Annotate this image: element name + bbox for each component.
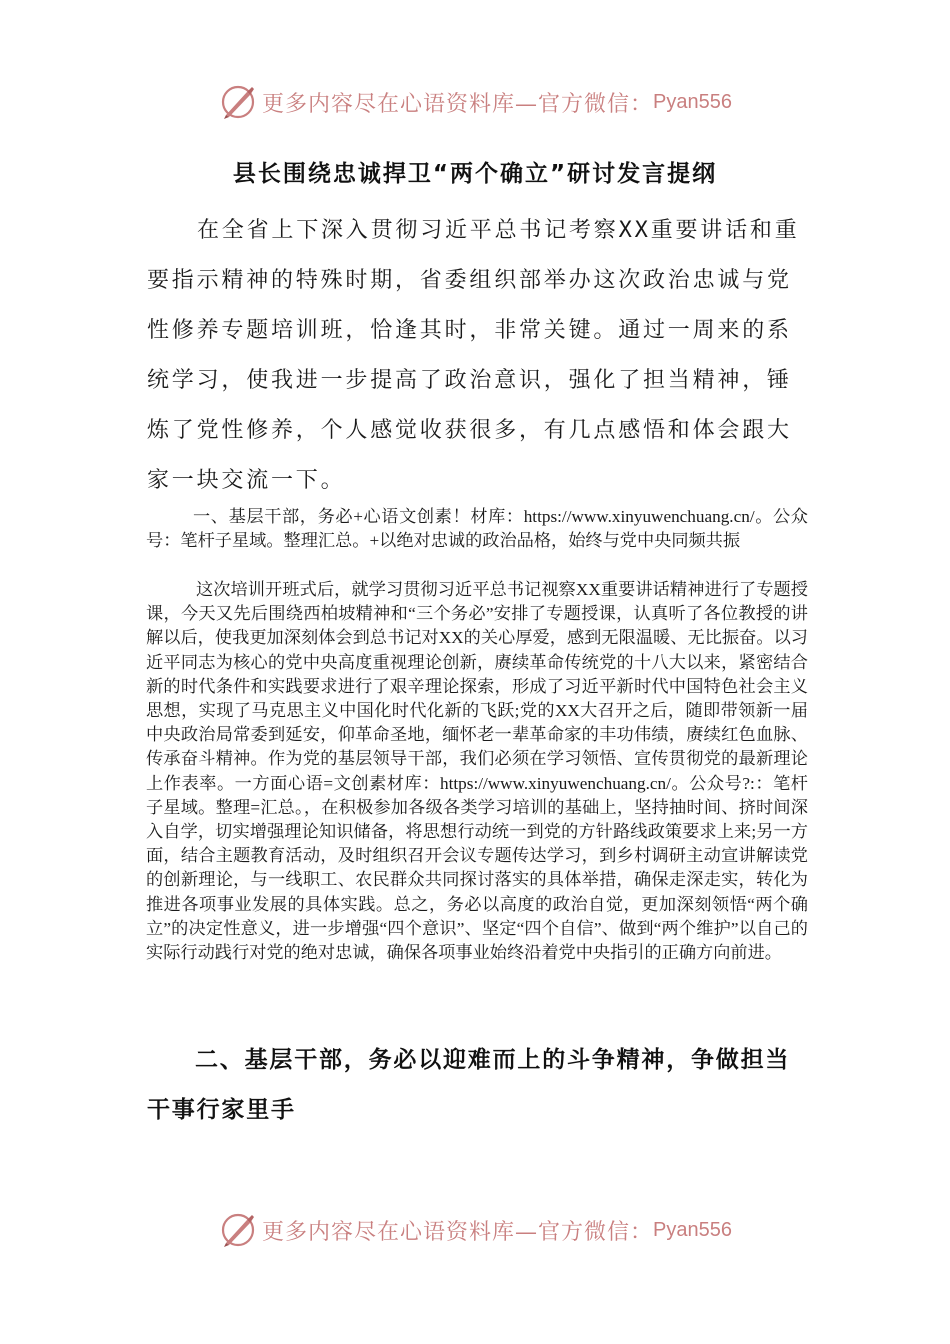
- banner-contact: Pyan556: [653, 1218, 732, 1241]
- banner-text: 更多内容尽在心语资料库—官方微信：: [262, 91, 654, 117]
- section1-heading: 一、基层干部，务必+心语文创素！材库：https://www.xinyuwenchuang.cn/。公众号：笔杆子星域。整理汇总。+以绝对忠诚的政治品格，始终与党中央同频共振: [146, 507, 808, 551]
- banner-contact: Pyan556: [653, 90, 732, 113]
- pen-logo-icon: [218, 1210, 258, 1250]
- section2-heading: 二、基层干部，务必以迎难而上的斗争精神，争做担当干事行家里手: [147, 1047, 791, 1123]
- section1-body: 这次培训开班式后，就学习贯彻习近平总书记视察XX重要讲话精神进行了专题授课，今天又先后围绕西柏坡精神和“三个务必”安排了专题授课，认真听了各位教授的讲解以后，使我更加深刻体会到总书记对XX的关心厚爱，感到无限温暖、无比振奋。以习近平同志为核心的党中央高度重视理论创新，赓续革命传统党的十八大以来，紧密结合新的时代条件和实践要求进行了艰辛理论探索，形成了习近平新时代中国特色社会主义思想，实现了马克思主义中国化时代化新的飞跃;党的XX大召开之后，随即带领新一届中央政治局常委到延安，仰革命圣地，缅怀老一辈革命家的丰功伟绩，赓续红色血脉、传承奋斗精神。作为党的基层领导干部，我们必须在学习领悟、宣传贯彻党的最新理论上作表率。一方面心语=文创素材库：https://www.xinyuwenchuang.cn/。公众号?:：笔杆子星域。整理=汇总。，在积极参加各级各类学习培训的基础上，坚持抽时间、挤时间深入自学，切实增强理论知识储备，将思想行动统一到党的方针路线政策要求上来;另一方面，结合主题教育活动，及时组织召开会议专题传达学习，到乡村调研主动宣讲解读党的创新理论，与一线职工、农民群众共同探讨落实的具体举措，确保走深走实，转化为推进各项事业发展的具体实践。总之，务必以高度的政治自觉，更加深刻领悟“两个确立”的决定性意义，进一步增强“四个意识”、坚定“四个自信”、做到“两个维护”以自己的实际行动践行对党的绝对忠诚，确保各项事业始终沿着党中央指引的正确方向前进。: [146, 580, 808, 963]
- footer-watermark-banner: [0, 1208, 950, 1252]
- document-title: 县长围绕忠诚捍卫“两个确立”研讨发言提纲: [232, 161, 718, 187]
- header-watermark-banner: [0, 80, 950, 124]
- intro-paragraph: 在全省上下深入贯彻习近平总书记考察XX重要讲话和重要指示精神的特殊时期，省委组织部举办这次政治忠诚与党性修养专题培训班，恰逢其时，非常关键。通过一周来的系统学习，使我进一步提高了政治意识，强化了担当精神，锤炼了党性修养，个人感觉收获很多，有几点感悟和体会跟大家一块交流一下。: [147, 218, 800, 493]
- pen-logo-icon: [218, 82, 258, 122]
- banner-text: 更多内容尽在心语资料库—官方微信：: [262, 1219, 654, 1245]
